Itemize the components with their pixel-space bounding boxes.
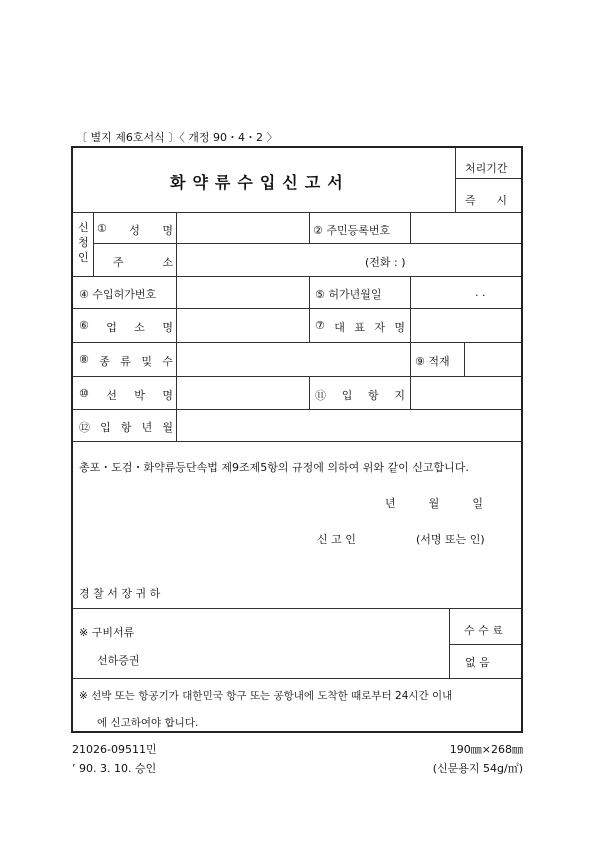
rrn-label: ② 주민등록번호 [313,224,391,237]
addressee: 경 찰 서 장 귀 하 [79,587,161,600]
entry-port-label: ⑪ 입 항 지 [315,389,405,402]
note-line-1: ※ 선박 또는 항공기가 대한민국 항구 또는 공항내에 도착한 때로부터 24시간 이내 [79,690,453,702]
form-header: 〔 별지 제6호서식 〕〈 개정 90・4・2 〉 [76,131,278,144]
representative-label: ⑦ 대 표 자 명 [315,319,405,334]
load-label: ⑨ 적재 [415,355,450,368]
ship-name-label: ⑩ 선 박 명 [79,387,173,402]
company-name-label: ⑥ 업 소 명 [79,319,173,334]
name-label: ① 성 명 [97,222,173,237]
phone-label: (전화 : ) [365,256,406,269]
declaration-form [71,146,523,733]
required-documents-label: ※ 구비서류 [79,626,135,639]
address-label: 주 소 [113,256,173,269]
required-document-item: 선하증권 [97,654,140,667]
reporter-label: 신 고 인 [317,533,356,546]
fee-label: 수 수 료 [464,624,503,637]
paper-size: 190㎜×268㎜ [449,743,523,756]
processing-period-label: 처리기간 [465,162,508,175]
fee-value: 없 음 [465,656,490,669]
paper-type: (신문용지 54g/㎡) [432,762,523,775]
permit-date-label: ⑤ 허가년월일 [315,288,382,301]
import-permit-no-label: ④ 수입허가번호 [79,288,157,301]
form-title: 화약류수입신고서 [170,173,350,192]
declaration-statement: 총포・도검・화약류등단속법 제9조제5항의 규정에 의하여 위와 같이 신고합니다. [79,461,469,474]
processing-period-value: 즉 시 [465,194,507,207]
note-line-2: 에 신고하여야 합니다. [97,717,199,729]
form-code: 21026-09511민 [72,743,157,756]
approval-date: ’ 90. 3. 10. 승인 [72,762,157,775]
applicant-group-label: 신 청 인 [78,221,89,264]
date-line: 년 월 일 [385,497,483,510]
permit-date-value: . . [475,286,486,299]
signature-label: (서명 또는 인) [416,533,485,546]
type-quantity-label: ⑧ 종 류 및 수 [79,353,173,368]
entry-date-label: ⑫ 입 항 년 월 [79,421,173,434]
